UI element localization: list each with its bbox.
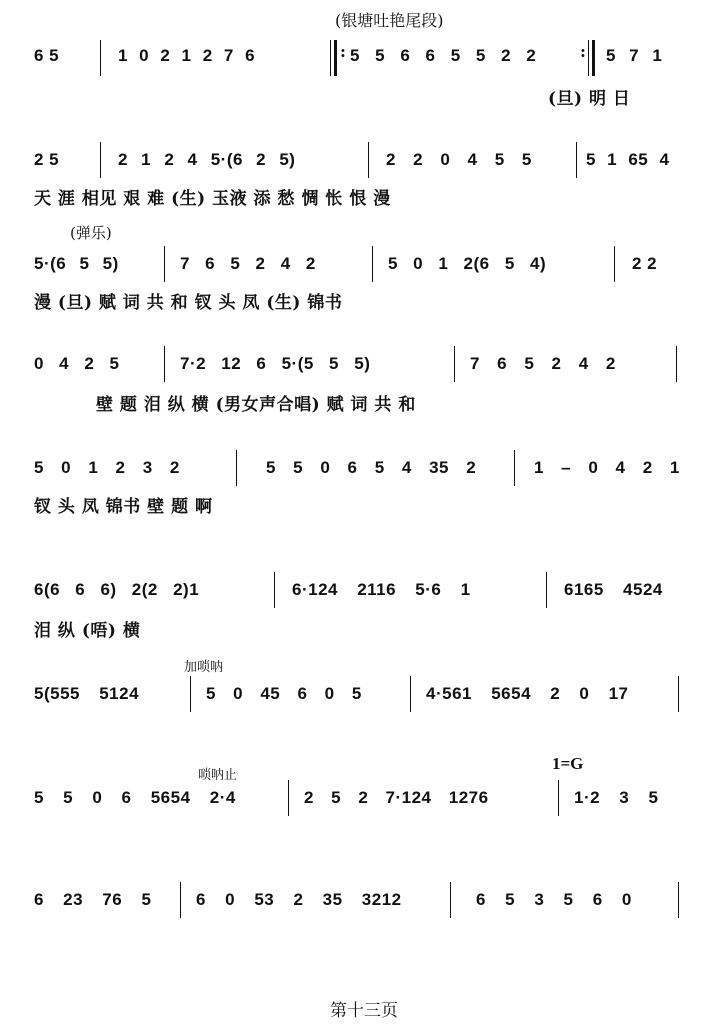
barline <box>558 780 559 816</box>
barline <box>576 142 577 178</box>
suona-start-annotation: 加唢呐 <box>184 660 224 675</box>
line1-seg4: 5 7 1 <box>606 46 663 65</box>
line9-seg1: 6 23 76 5 <box>34 890 152 909</box>
accompaniment-annotation: (弹乐) <box>70 224 112 242</box>
barline <box>614 246 615 282</box>
barline <box>236 450 237 486</box>
key-signature: 1=G <box>552 754 584 773</box>
line7-seg3: 4·561 5654 2 0 17 <box>426 684 629 703</box>
line5-seg3: 1 – 0 4 2 1 <box>534 458 680 477</box>
line4-seg2: 7·2 12 6 5·(5 5 5) <box>180 354 371 373</box>
barline <box>100 40 101 76</box>
line8-seg3: 1·2 3 5 <box>574 788 659 807</box>
line7-seg2: 5 0 45 6 0 5 <box>206 684 362 703</box>
barline <box>180 882 181 918</box>
line4-seg3: 7 6 5 2 4 2 <box>470 354 616 373</box>
barline <box>514 450 515 486</box>
barline <box>410 676 411 712</box>
line9-seg2: 6 0 53 2 35 3212 <box>196 890 402 909</box>
line3-seg3: 5 0 1 2(6 5 4) <box>388 254 547 273</box>
line2-lyrics: 天 涯 相见 艰 难 (生) 玉液 添 愁 惆 怅 恨 漫 <box>34 189 391 209</box>
line5-lyrics: 钗 头 凤 锦书 壁 题 啊 <box>34 497 213 517</box>
line8-seg1: 5 5 0 6 5654 2·4 <box>34 788 236 807</box>
line8-seg2: 2 5 2 7·124 1276 <box>304 788 489 807</box>
barline <box>288 780 289 816</box>
line2-seg4: 5 1 65 4 <box>586 150 670 169</box>
page-number: 第十三页 <box>330 1001 398 1021</box>
barline <box>676 346 677 382</box>
repeat-start-barline <box>330 40 337 76</box>
repeat-dots: : <box>580 42 586 61</box>
barline <box>190 676 191 712</box>
barline <box>546 572 547 608</box>
line1-lyrics: (旦) 明 日 <box>548 89 631 109</box>
barline <box>164 346 165 382</box>
line6-seg3: 6165 4524 <box>564 580 663 599</box>
line6-seg2: 6·124 2116 5·6 1 <box>292 580 471 599</box>
barline <box>368 142 369 178</box>
line2-seg3: 2 2 0 4 5 5 <box>386 150 532 169</box>
line1-seg1: 6 5 <box>34 46 60 65</box>
line6-seg1: 6(6 6 6) 2(2 2)1 <box>34 580 200 599</box>
line4-seg1: 0 4 2 5 <box>34 354 120 373</box>
section-title: (银塘吐艳尾段) <box>335 11 444 30</box>
line3-seg2: 7 6 5 2 4 2 <box>180 254 316 273</box>
line2-seg1: 2 5 <box>34 150 60 169</box>
line3-seg1: 5·(6 5 5) <box>34 254 119 273</box>
barline <box>372 246 373 282</box>
line6-lyrics: 泪 纵 (唔) 横 <box>34 621 141 641</box>
barline <box>100 142 101 178</box>
line5-seg1: 5 0 1 2 3 2 <box>34 458 180 477</box>
repeat-end-barline <box>588 40 595 76</box>
suona-end-annotation: 唢呐止 <box>198 768 238 783</box>
line9-seg3: 6 5 3 5 6 0 <box>476 890 632 909</box>
barline <box>454 346 455 382</box>
line2-seg2: 2 1 2 4 5·(6 2 5) <box>118 150 296 169</box>
line1-seg3: 5 5 6 6 5 5 2 2 <box>350 46 537 65</box>
barline <box>678 882 679 918</box>
barline <box>450 882 451 918</box>
line5-seg2: 5 5 0 6 5 4 35 2 <box>266 458 477 477</box>
barline <box>274 572 275 608</box>
line4-lyrics: 壁 题 泪 纵 横 (男女声合唱) 赋 词 共 和 <box>96 395 416 415</box>
line1-seg2: 1 0 2 1 2 7 6 <box>118 46 256 65</box>
barline <box>164 246 165 282</box>
line3-seg4: 2 2 <box>632 254 658 273</box>
barline <box>678 676 679 712</box>
line7-seg1: 5(555 5124 <box>34 684 140 703</box>
repeat-dots: : <box>340 42 346 61</box>
line3-lyrics: 漫 (旦) 赋 词 共 和 钗 头 凤 (生) 锦书 <box>34 293 343 313</box>
